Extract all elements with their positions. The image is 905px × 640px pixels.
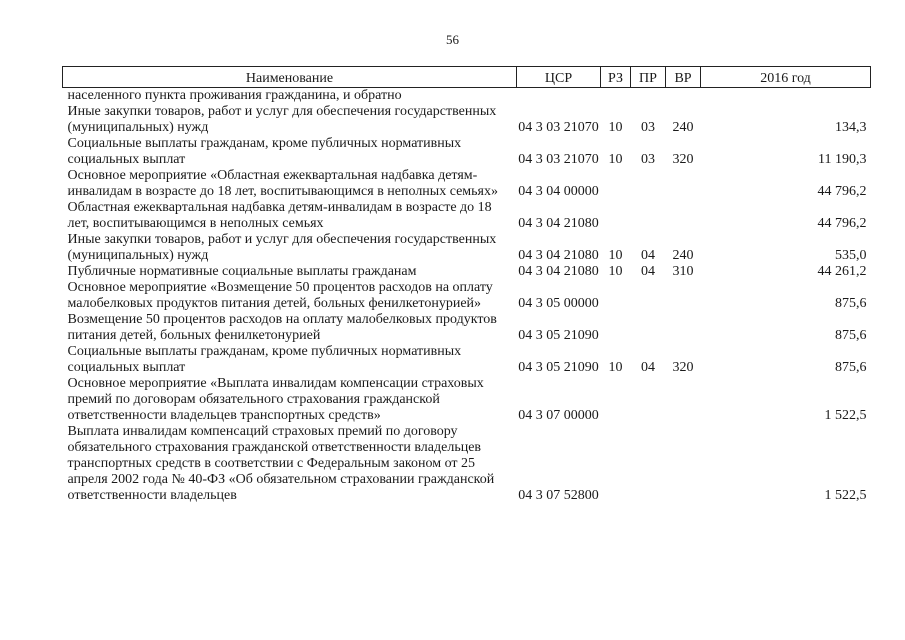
row-amount: 875,6 [835, 360, 867, 375]
row-vr: 240 [672, 248, 694, 263]
row-pr: 04 [641, 264, 655, 279]
row-pr: 03 [641, 120, 655, 135]
table-row [63, 424, 871, 504]
row-name: Выплата инвалидам компенсаций страховых премий по договору обязательного страхования гражданской ответственности владельцев транспортных средств в соответствии с Федеральным законом от 25 апреля 2002 года № 40-ФЗ «Об обязательном страховании гражданской ответственности владельцев [67, 424, 495, 503]
row-amount: 44 796,2 [817, 216, 867, 231]
row-rz [601, 88, 631, 105]
row-rz [601, 424, 631, 504]
row-csr: 04 3 05 00000 [518, 296, 599, 311]
row-csr: 04 3 05 21090 [518, 328, 599, 343]
row-csr [517, 88, 601, 105]
table-row [63, 200, 871, 232]
row-name: населенного пункта проживания гражданина, и обратно [67, 88, 402, 103]
row-csr: 04 3 04 21080 [518, 216, 599, 231]
row-rz [601, 200, 631, 232]
table-body [63, 88, 871, 505]
row-vr: 320 [672, 152, 694, 167]
row-amount: 875,6 [835, 328, 867, 343]
row-rz [601, 280, 631, 312]
table-row [63, 168, 871, 200]
row-rz [601, 168, 631, 200]
row-csr: 04 3 04 21080 [518, 264, 599, 279]
header-pr: ПР [631, 67, 666, 88]
row-amount: 1 522,5 [824, 488, 867, 503]
row-amount: 134,3 [835, 120, 867, 135]
row-pr [631, 200, 666, 232]
table-row [63, 136, 871, 168]
row-csr: 04 3 04 21080 [518, 248, 599, 263]
row-pr: 03 [641, 152, 655, 167]
row-csr: 04 3 03 21070 [518, 120, 599, 135]
row-name: Публичные нормативные социальные выплаты гражданам [67, 264, 417, 279]
row-amount: 11 190,3 [818, 152, 867, 167]
row-name: Возмещение 50 процентов расходов на оплату малобелковых продуктов питания детей, больных фенилкетонурией [67, 312, 497, 343]
table-row [63, 104, 871, 136]
row-vr [666, 312, 701, 344]
row-vr: 240 [672, 120, 694, 135]
row-vr: 310 [672, 264, 694, 279]
table-row [63, 232, 871, 264]
row-pr [631, 376, 666, 424]
row-rz [601, 376, 631, 424]
row-vr [666, 168, 701, 200]
row-vr [666, 376, 701, 424]
table-row [63, 264, 871, 280]
row-pr [631, 312, 666, 344]
row-rz: 10 [608, 360, 623, 375]
table-header-row [63, 67, 871, 88]
table-row [63, 344, 871, 376]
row-pr [631, 168, 666, 200]
row-name: Областная ежеквартальная надбавка детям-инвалидам в возрасте до 18 лет, воспитывающимся в неполных семьях [67, 200, 492, 231]
row-pr: 04 [641, 360, 655, 375]
row-vr [666, 200, 701, 232]
table-row [63, 312, 871, 344]
row-name: Иные закупки товаров, работ и услуг для обеспечения государственных (муниципальных) нужд [67, 104, 497, 135]
row-vr [666, 280, 701, 312]
row-pr: 04 [641, 248, 655, 263]
row-amount: 535,0 [835, 248, 867, 263]
row-csr: 04 3 05 21090 [518, 360, 599, 375]
table-row [63, 376, 871, 424]
row-name: Основное мероприятие «Выплата инвалидам компенсации страховых премий по договорам обязательного страхования гражданской ответственности владельцев транспортных средств» [67, 376, 484, 423]
row-amount: 1 522,5 [824, 408, 867, 423]
row-rz: 10 [608, 264, 623, 279]
row-amount: 44 796,2 [817, 184, 867, 199]
row-rz: 10 [608, 120, 623, 135]
row-csr: 04 3 07 00000 [518, 408, 599, 423]
row-vr [666, 88, 701, 105]
row-rz: 10 [608, 152, 623, 167]
table-row [63, 280, 871, 312]
row-name: Основное мероприятие «Возмещение 50 процентов расходов на оплату малобелковых продуктов питания детей, больных фенилкетонурией» [67, 280, 493, 311]
row-rz: 10 [608, 248, 623, 263]
row-csr: 04 3 04 00000 [518, 184, 599, 199]
row-name: Иные закупки товаров, работ и услуг для обеспечения государственных (муниципальных) нужд [67, 232, 497, 263]
row-csr: 04 3 03 21070 [518, 152, 599, 167]
budget-table [62, 66, 871, 504]
page-number: 56 [446, 32, 459, 47]
row-amount [701, 88, 871, 105]
row-name: Социальные выплаты гражданам, кроме публичных нормативных социальных выплат [67, 136, 462, 167]
row-pr [631, 424, 666, 504]
table-row [63, 88, 871, 105]
row-pr [631, 280, 666, 312]
row-amount: 875,6 [835, 296, 867, 311]
row-amount: 44 261,2 [817, 264, 867, 279]
row-vr: 320 [672, 360, 694, 375]
header-vr: ВР [666, 67, 701, 88]
row-pr [631, 88, 666, 105]
row-rz [601, 312, 631, 344]
header-year: 2016 год [701, 67, 871, 88]
row-vr [666, 424, 701, 504]
header-name: Наименование [63, 67, 517, 88]
row-name: Социальные выплаты гражданам, кроме публичных нормативных социальных выплат [67, 344, 462, 375]
header-csr: ЦСР [517, 67, 601, 88]
header-rz: РЗ [601, 67, 631, 88]
row-csr: 04 3 07 52800 [518, 488, 599, 503]
row-name: Основное мероприятие «Областная ежеквартальная надбавка детям-инвалидам в возрасте до 18 лет, воспитывающимся в неполных семьях» [67, 168, 498, 199]
